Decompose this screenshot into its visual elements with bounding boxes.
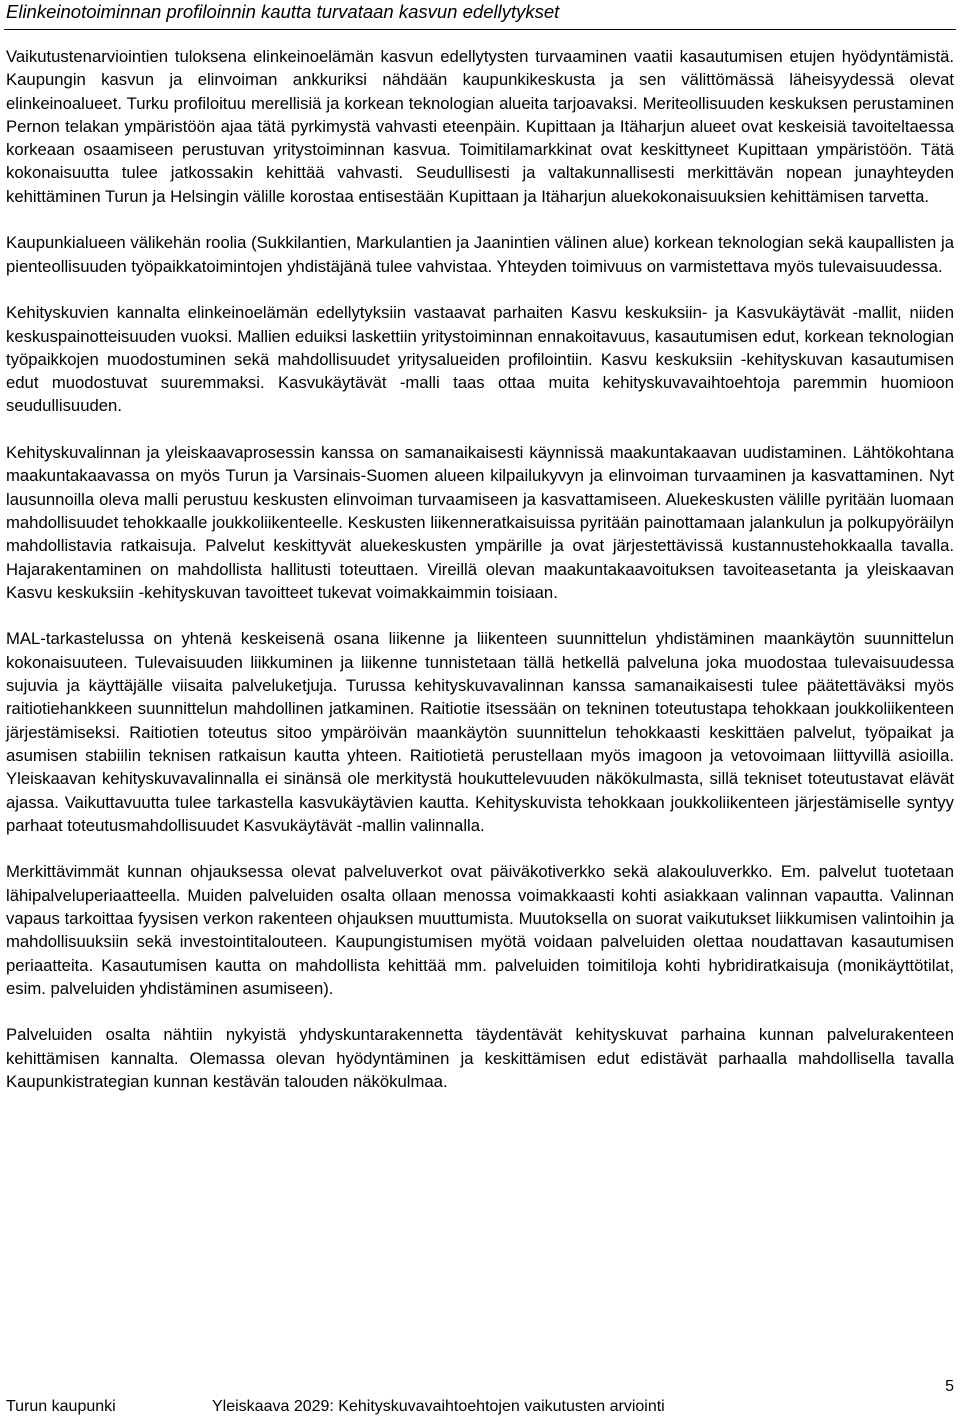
paragraph-3: Kehityskuvien kannalta elinkeinoelämän edellytyksiin vastaavat parhaiten Kasvu keskuksiin- ja Kasvukäytävät -mallit, niiden keskuspainotteisuuden vuoksi. Mallien eduiksi laskettiin yritystoiminnan ennakoitavuus, kasautumisen edut, korkean teknologian työpaikkojen muodostuminen sekä mahdollisuudet yritysalueiden profilointiin. Kasvu keskuksiin -kehityskuvan kasautumisen edut muodostuvat suuremmaksi. Kasvukäytävät -malli taas ottaa muita kehityskuvavaihtoehtoja paremmin huomioon seudullisuuden. [6,303,954,416]
paragraph-2: Kaupunkialueen välikehän roolia (Sukkilantien, Markulantien ja Jaanintien välinen alue) korkean teknologian sekä kaupallisten ja pienteollisuuden työpaikkatoimintojen yhdistäjänä tulee vahvistaa. Yhteyden toimivuus on varmistettava myös tulevaisuudessa. [6,233,954,276]
paragraph-6: Merkittävimmät kunnan ohjauksessa olevat palveluverkot ovat päiväkotiverkko sekä alakouluverkko. Em. palvelut tuotetaan lähipalveluperiaatteella. Muiden palveluiden osalta ollaan menossa voimakkaasti kohti asiakkaan valinnan vapautta. Valinnan vapaus tarkoittaa fyysisen verkon rakenteen ohjauksen muuttumista. Muutoksella on suorat vaikutukset liikkumisen valintoihin ja mahdollisuuksiin sekä investointitalouteen. Kaupungistumisen myötä voidaan palveluiden olettaa noudattavan kasautumisen periaatteita. Kasautumisen kautta on mahdollista kehittää mm. palveluiden toimitiloja kohti hybridiratkaisuja (monikäyttötilat, esim. palveluiden yhdistäminen asumiseen). [6,862,954,998]
footer-organization: Turun kaupunki [6,1398,116,1415]
paragraph-4: Kehityskuvalinnan ja yleiskaavaprosessin kanssa on samanaikaisesti käynnissä maakuntakaavan uudistaminen. Lähtökohtana maakuntakaavassa on myös Turun ja Varsinais-Suomen alueen kilpailukyvyn ja elinvoiman turvaaminen ja kasvattaminen. Nyt lausunnoilla oleva malli perustuu keskusten elinvoiman turvaamiseen ja kasvattamiseen. Aluekeskusten välille pyritään luomaan mahdollisuudet tehokkaalle joukkoliikenteelle. Keskusten liikenneratkaisuissa pyritään painottamaan jalankulun ja polkupyöräilyn mahdollistavia ratkaisuja. Palvelut keskittyvät aluekeskusten ympärille ja ovat järjestettävissä kustannustehokkaalla tavalla. Hajarakentaminen on mahdollista hallitusti toteuttaen. Vireillä olevan maakuntakaavoituksen tavoiteasetanta ja yleiskaavan Kasvu keskuksiin -kehityskuvan tavoitteet tukevat voimakkaimmin toisiaan. [6,443,954,602]
page-number: 5 [945,1378,954,1395]
paragraph-7: Palveluiden osalta nähtiin nykyistä yhdyskuntarakennetta täydentävät kehityskuvat parhaina kunnan palvelurakenteen kehittämisen kannalta. Olemassa olevan hyödyntäminen ja keskittämisen edut edistävät parhaalla mahdollisella tavalla Kaupunkistrategian kunnan kestävän talouden näkökulmaa. [6,1025,954,1092]
section-heading: Elinkeinotoiminnan profiloinnin kautta turvataan kasvun edellytykset [6,1,560,22]
heading-divider [4,29,956,30]
paragraph-5: MAL-tarkastelussa on yhtenä keskeisenä osana liikenne ja liikenteen suunnittelun yhdistäminen maankäytön suunnittelun kokonaisuuteen. Tulevaisuuden liikkuminen ja liikenne tunnistetaan tällä hetkellä palveluna joka muodostaa tulevaisuudessa sujuvia ja käyttäjälle viisaita palveluketjuja. Turussa kehityskuvavalinnan kanssa samanaikaisesti tulee päätettäväksi myös raitiotiehankkeen suunnittelun mahdollinen jatkaminen. Raitiotie itsessään on tekninen toteutustapa tehokkaan joukkoliikenteen järjestämiseksi. Raitiotien toteutus sitoo ympäröivän maankäytön suunnittelun tehokkaasti keskittäen palvelut, työpaikat ja asumisen stabiilin teknisen ratkaisun kautta yhteen. Raitiotietä perustellaan myös imagoon ja vetovoimaan liittyvillä asioilla. Yleiskaavan kehityskuvavalinnalla ei sinänsä ole merkitystä houkuttelevuuden näkökulmasta, sillä tekniset toteutustavat elävät ajassa. Vaikuttavuutta tulee tarkastella kasvukäytävien kautta. Kehityskuvista tehokkaan joukkoliikenteen järjestämiselle syntyy parhaat toteutusmahdollisuudet Kasvukäytävät -mallin valinnalla. [6,629,954,835]
body-text [6,45,954,1117]
paragraph-1: Vaikutustenarviointien tuloksena elinkeinoelämän kasvun edellytysten turvaaminen vaatii kasautumisen etujen hyödyntämistä. Kaupungin kasvun ja elinvoiman ankkuriksi nähdään kaupunkikeskusta ja sen välittömässä läheisyydessä olevat elinkeinoalueet. Turku profiloituu merellisiä ja korkean teknologian alueita tarjoavaksi. Meriteollisuuden keskuksen perustaminen Pernon telakan ympäristöön ajaa tätä pyrkimystä vahvasti eteenpäin. Kupittaan ja Itäharjun alueet ovat keskeisiä tavoiteltaessa korkeaan osaamiseen perustuvan yritystoiminnan kasvua. Toimitilamarkkinat ovat keskittyneet Kupittaan ympäristöön. Tätä kokonaisuutta tulee jatkossakin kehittää vahvasti. Seudullisesti ja valtakunnallisesti merkittävän nopean junayhteyden kehittäminen Turun ja Helsingin välille korostaa entisestään Kupittaan ja Itäharjun aluekokonaisuuksien kehittämisen tarvetta. [6,47,954,206]
footer-document-title: Yleiskaava 2029: Kehityskuvavaihtoehtojen vaikutusten arviointi [212,1398,665,1415]
